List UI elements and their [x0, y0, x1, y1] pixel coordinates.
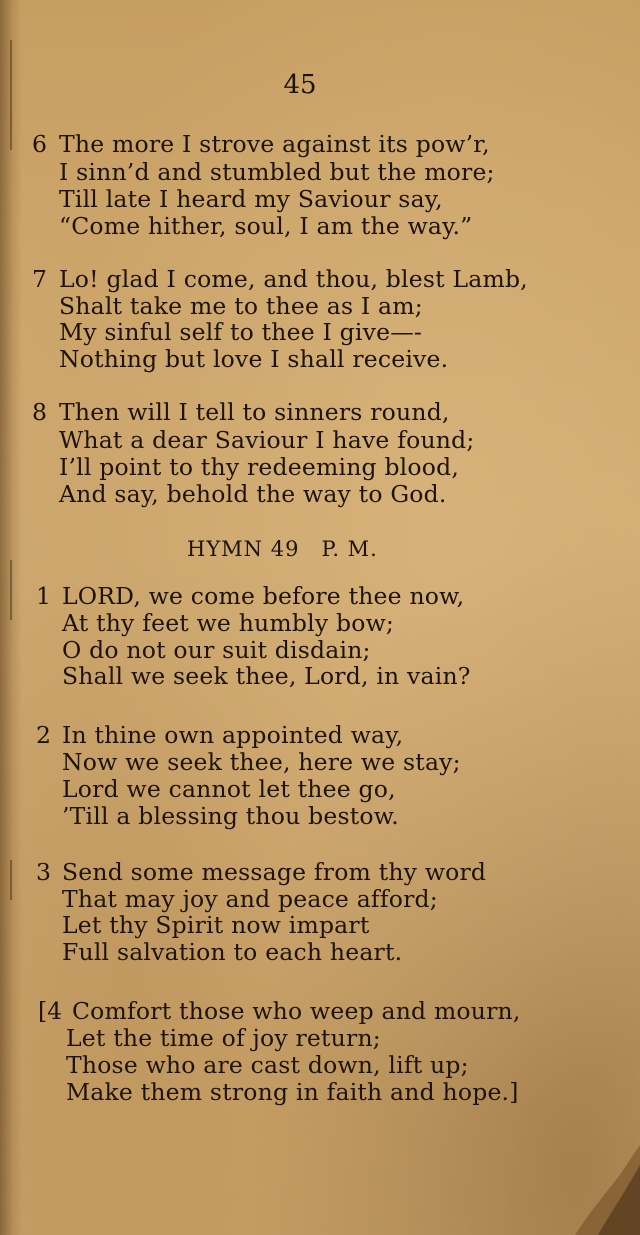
verse-line: I sinn’d and stumbled but the more; [59, 158, 495, 186]
hymn-meter: P. M. [321, 537, 378, 561]
verse-line: Let thy Spirit now impart [62, 911, 370, 939]
verse-line: ’Till a blessing thou bestow. [62, 802, 399, 830]
verse-number: 7 [32, 265, 47, 293]
verse-number: 2 [36, 721, 51, 749]
verse-line: Let the time of joy return; [66, 1024, 381, 1052]
verse-number: 6 [32, 130, 47, 158]
hymn-heading [187, 537, 378, 561]
verse-line: What a dear Saviour I have found; [59, 426, 475, 454]
verse-line: At thy feet we humbly bow; [62, 609, 394, 637]
verse-line: LORD, we come before thee now, [62, 582, 465, 610]
verse-line: I’ll point to thy redeeming blood, [59, 453, 460, 481]
hymn-title: HYMN 49 [187, 537, 300, 561]
verse-line: Shalt take me to thee as I am; [59, 292, 423, 320]
verse-number: [4 [38, 997, 63, 1025]
verse-line: Lo! glad I come, and thou, blest Lamb, [59, 265, 528, 293]
gutter-mark [10, 560, 12, 620]
verse-line: And say, behold the way to God. [59, 480, 447, 508]
verse-line: Lord we cannot let thee go, [62, 775, 396, 803]
verse-line: Comfort those who weep and mourn, [72, 997, 521, 1025]
verse-line: Full salvation to each heart. [62, 938, 403, 966]
verse-line: The more I strove against its pow’r, [59, 130, 490, 158]
verse-number: 1 [36, 582, 51, 610]
verse-line: Then will I tell to sinners round, [59, 398, 450, 426]
verse-number: 8 [32, 398, 47, 426]
verse-line: Nothing but love I shall receive. [59, 345, 449, 373]
verse-line: Now we seek thee, here we stay; [62, 748, 461, 776]
verse-line: Make them strong in faith and hope.] [66, 1078, 519, 1106]
gutter-mark [10, 860, 12, 900]
corner-stain [570, 1145, 640, 1235]
verse-line: My sinful self to thee I give—- [59, 318, 423, 346]
verse-line: Those who are cast down, lift up; [66, 1051, 469, 1079]
verse-line: In thine own appointed way, [62, 721, 404, 749]
page-number: 45 [283, 70, 317, 100]
verse-line: Send some message from thy word [62, 858, 487, 886]
verse-line: That may joy and peace afford; [62, 885, 438, 913]
verse-line: O do not our suit disdain; [62, 636, 371, 664]
verse-line: Shall we seek thee, Lord, in vain? [62, 662, 471, 690]
verse-number: 3 [36, 858, 51, 886]
verse-line: Till late I heard my Saviour say, [59, 185, 443, 213]
verse-line: “Come hither, soul, I am the way.” [59, 212, 473, 240]
